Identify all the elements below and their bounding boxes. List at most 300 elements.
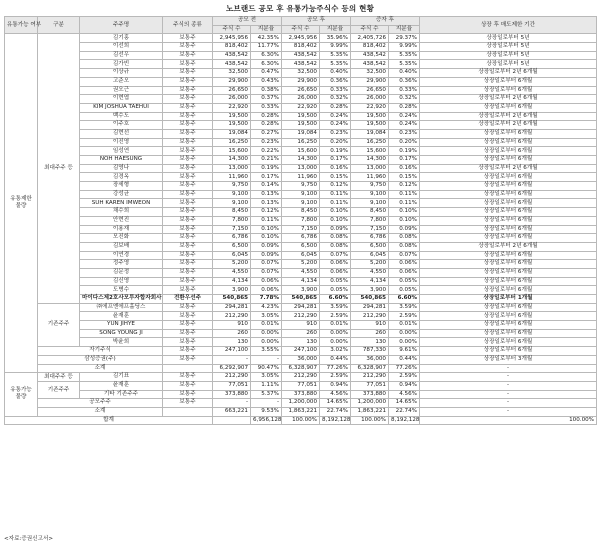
- stock-type: 보통주: [163, 260, 213, 269]
- ratio-after-increase: 6.60%: [389, 295, 420, 304]
- ratio-after-ipo: 0.33%: [320, 86, 351, 95]
- stock-type: 보통주: [163, 199, 213, 208]
- ratio-before: 0.22%: [251, 147, 282, 156]
- holder-name: 김기표: [80, 373, 163, 382]
- lockup-period: 상장일로부터 6개월: [420, 268, 597, 277]
- shares-after-ipo: 260: [282, 329, 320, 338]
- ratio-before: 6.30%: [251, 60, 282, 69]
- table-row: [5, 121, 597, 130]
- lockup-period: 상장일로부터 5년: [420, 51, 597, 60]
- header-lockup: 유통가능 여부: [5, 17, 38, 34]
- ratio-before: 0.09%: [251, 242, 282, 251]
- shares-before: 910: [213, 321, 251, 330]
- shares-after-ipo: 438,542: [282, 60, 320, 69]
- stock-type: [163, 364, 213, 373]
- ratio-before: 0.00%: [251, 338, 282, 347]
- ratio-before: 0.13%: [251, 190, 282, 199]
- table-row: [5, 295, 597, 304]
- ratio-before: 0.09%: [251, 251, 282, 260]
- table-row: [5, 51, 597, 60]
- ratio-after-ipo: 0.08%: [320, 234, 351, 243]
- shares-after-increase: 7,150: [351, 225, 389, 234]
- table-row: [5, 182, 597, 191]
- ratio-after-increase: 0.09%: [389, 225, 420, 234]
- shares-after-ipo: 1,200,000: [282, 399, 320, 408]
- ratio-after-ipo: 5.35%: [320, 51, 351, 60]
- holder-name: 김기홍: [80, 34, 163, 43]
- ratio-after-increase: 0.01%: [389, 321, 420, 330]
- lockup-period: 상장일로부터 6개월: [420, 338, 597, 347]
- ratio-after-ipo: 0.05%: [320, 277, 351, 286]
- ratio-before: 3.05%: [251, 312, 282, 321]
- table-row: [5, 390, 597, 399]
- ratio-before: 0.27%: [251, 129, 282, 138]
- ratio-after-increase: 0.11%: [389, 199, 420, 208]
- holder-name: SUH KAREN IMWEON: [80, 199, 163, 208]
- page-title: 노브랜드 공모 후 유통가능주식수 등의 현황: [225, 4, 375, 13]
- header-shares: 주식 수: [351, 25, 389, 34]
- table-row: [5, 129, 597, 138]
- table-row: [5, 277, 597, 286]
- holder-name: 김영나: [80, 164, 163, 173]
- ratio-after-ipo: 22.74%: [320, 407, 351, 416]
- ratio-after-increase: 0.00%: [389, 329, 420, 338]
- source-note: <자료:증권신고서>: [4, 536, 54, 542]
- shares-after-increase: 8,192,128: [389, 416, 420, 425]
- ratio-after-ipo: 3.02%: [320, 347, 351, 356]
- shares-before: 438,542: [213, 60, 251, 69]
- ratio-after-ipo: 0.00%: [320, 329, 351, 338]
- stock-type: 보통주: [163, 216, 213, 225]
- ratio-after-increase: 0.20%: [389, 138, 420, 147]
- ratio-after-increase: 0.05%: [389, 286, 420, 295]
- ratio-after-increase: 9.61%: [389, 347, 420, 356]
- header-ratio: 지분율: [320, 25, 351, 34]
- shares-after-increase: 19,500: [351, 112, 389, 121]
- shares-after-increase: 36,000: [351, 355, 389, 364]
- ratio-after-increase: 3.59%: [389, 303, 420, 312]
- table-row: [5, 251, 597, 260]
- row-label: 소계: [38, 407, 163, 416]
- shares-after-ipo: 4,550: [282, 268, 320, 277]
- stock-type: 보통주: [163, 234, 213, 243]
- shares-after-increase: 212,290: [351, 312, 389, 321]
- holder-name: 임성연: [80, 147, 163, 156]
- table-row: [5, 95, 597, 104]
- header-category: 구분: [38, 17, 80, 34]
- lockup-period: 상장일로부터 6개월: [420, 277, 597, 286]
- ratio-before: 1.11%: [251, 381, 282, 390]
- shares-after-ipo: 29,900: [282, 77, 320, 86]
- ratio-after-ipo: 0.12%: [320, 182, 351, 191]
- shares-before: 2,945,956: [213, 34, 251, 43]
- header-after-increase: 증자 후: [351, 17, 420, 26]
- lockup-period: 상장일로부터 5년: [420, 34, 597, 43]
- ratio-before: 0.10%: [251, 234, 282, 243]
- ratio-after-increase: 22.74%: [389, 407, 420, 416]
- stock-type: [163, 407, 213, 416]
- ratio-before: 6.30%: [251, 51, 282, 60]
- ratio-before: 0.33%: [251, 103, 282, 112]
- ratio-after-ipo: 0.40%: [320, 69, 351, 78]
- shares-before: 19,500: [213, 112, 251, 121]
- ratio-after-ipo: 0.16%: [320, 164, 351, 173]
- ratio-after-ipo: 0.24%: [320, 121, 351, 130]
- lockup-period: 상장일로부터 6개월: [420, 156, 597, 165]
- ratio-after-increase: 0.44%: [389, 355, 420, 364]
- shares-after-increase: 9,750: [351, 182, 389, 191]
- shares-before: 7,150: [213, 225, 251, 234]
- shares-after-ipo: 910: [282, 321, 320, 330]
- stock-type: 보통주: [163, 69, 213, 78]
- shares-after-ipo: 19,500: [282, 112, 320, 121]
- stock-type: 보통주: [163, 338, 213, 347]
- ratio-before: 5.37%: [251, 390, 282, 399]
- category-existing: 기존주주: [38, 381, 80, 398]
- lockup-period: 상장일로부터 6개월: [420, 208, 597, 217]
- table-row: [5, 381, 597, 390]
- ratio-after-ipo: 0.36%: [320, 77, 351, 86]
- table-row: [5, 156, 597, 165]
- shares-after-increase: 540,865: [351, 295, 389, 304]
- ratio-after-increase: 0.28%: [389, 103, 420, 112]
- stock-type: 보통주: [163, 225, 213, 234]
- ratio-after-ipo: 6.60%: [320, 295, 351, 304]
- shares-after-ipo: 130: [282, 338, 320, 347]
- ratio-before: 4.23%: [251, 303, 282, 312]
- table-row: [5, 164, 597, 173]
- shares-after-increase: 6,328,907: [351, 364, 389, 373]
- shares-before: 438,542: [213, 51, 251, 60]
- ratio-before: 0.01%: [251, 321, 282, 330]
- stock-type: 보통주: [163, 173, 213, 182]
- shares-after-ipo: 15,600: [282, 147, 320, 156]
- shares-after-increase: 19,084: [351, 129, 389, 138]
- holder-name: 장세형: [80, 182, 163, 191]
- ratio-after-ipo: 0.11%: [320, 190, 351, 199]
- stock-type: 보통주: [163, 77, 213, 86]
- ratio-after-increase: 0.36%: [389, 77, 420, 86]
- ratio-after-increase: 2.59%: [389, 373, 420, 382]
- ratio-after-ipo: 77.26%: [320, 364, 351, 373]
- lockup-period: 상장일로부터 6개월: [420, 86, 597, 95]
- ratio-after-ipo: 2.59%: [320, 312, 351, 321]
- table-row: [5, 216, 597, 225]
- lockup-period: 상장일로부터 6개월: [420, 251, 597, 260]
- stock-type: 보통주: [163, 182, 213, 191]
- ratio-before: 0.00%: [251, 329, 282, 338]
- shares-before: 260: [213, 329, 251, 338]
- ratio-after-ipo: 0.11%: [320, 199, 351, 208]
- table-row: [5, 338, 597, 347]
- holder-name: 권오근: [80, 86, 163, 95]
- header-shares: 주식 수: [213, 25, 251, 34]
- lockup-period: 상장일로부터 2년 6개월: [420, 242, 597, 251]
- shares-before: 212,290: [213, 312, 251, 321]
- shares-before: 4,134: [213, 277, 251, 286]
- lockup-period: -: [420, 373, 597, 382]
- stock-type: 보통주: [163, 103, 213, 112]
- shares-after-ipo: 5,200: [282, 260, 320, 269]
- ratio-before: 0.21%: [251, 156, 282, 165]
- lockup-period: 상장일로부터 6개월: [420, 129, 597, 138]
- table-row: [5, 321, 597, 330]
- shares-before: 13,000: [213, 164, 251, 173]
- lockup-period: 상장일로부터 2년 6개월: [420, 69, 597, 78]
- shares-after-increase: 1,200,000: [351, 399, 389, 408]
- lockup-period: 상장일로부터 6개월: [420, 147, 597, 156]
- shares-after-ipo: 9,750: [282, 182, 320, 191]
- shares-before: 19,084: [213, 129, 251, 138]
- shares-after-increase: 6,045: [351, 251, 389, 260]
- stock-type: 보통주: [163, 321, 213, 330]
- lockup-period: 상장일로부터 6개월: [420, 103, 597, 112]
- holder-name: 김문정: [80, 268, 163, 277]
- shares-after-ipo: 6,786: [282, 234, 320, 243]
- stock-type: 보통주: [163, 277, 213, 286]
- ratio-after-ipo: 0.08%: [320, 242, 351, 251]
- lockup-period: 상장일로부터 6개월: [420, 182, 597, 191]
- ratio-before: 0.23%: [251, 138, 282, 147]
- ratio-after-increase: 0.32%: [389, 95, 420, 104]
- shares-after-ipo: 32,500: [282, 69, 320, 78]
- ratio-after-increase: 4.56%: [389, 390, 420, 399]
- table-row: [5, 138, 597, 147]
- table-row: [5, 303, 597, 312]
- shares-after-increase: 13,000: [351, 164, 389, 173]
- ratio-after-increase: 0.15%: [389, 173, 420, 182]
- shares-after-ipo: 14,300: [282, 156, 320, 165]
- lockup-period: 상장일로부터 6개월: [420, 173, 597, 182]
- ratio-before: 0.06%: [251, 277, 282, 286]
- group-restricted: 유통제한 물량: [5, 34, 38, 373]
- shares-after-increase: 22,920: [351, 103, 389, 112]
- table-row: [5, 199, 597, 208]
- shares-before: 130: [213, 338, 251, 347]
- ratio-after-increase: 0.11%: [389, 190, 420, 199]
- lockup-period: 상장일로부터 6개월: [420, 216, 597, 225]
- ratio-before: 0.14%: [251, 182, 282, 191]
- shares-before: 6,045: [213, 251, 251, 260]
- lockup-period: 상장일로부터 6개월: [420, 329, 597, 338]
- table-row: [5, 286, 597, 295]
- holder-name: 안현진: [80, 216, 163, 225]
- holder-name: 정주영: [80, 260, 163, 269]
- ratio-after-ipo: 9.99%: [320, 43, 351, 52]
- ratio-before: 0.19%: [251, 164, 282, 173]
- ratio-after-increase: 0.10%: [389, 208, 420, 217]
- header-shares: 주식 수: [282, 25, 320, 34]
- ratio-after-increase: 100.00%: [420, 416, 597, 425]
- shares-before: 26,000: [213, 95, 251, 104]
- shares-before: 818,402: [213, 43, 251, 52]
- ratio-before: 0.06%: [251, 286, 282, 295]
- holder-name: 채수희: [80, 208, 163, 217]
- stock-type: 보통주: [163, 112, 213, 121]
- ratio-after-ipo: 2.59%: [320, 373, 351, 382]
- table-row: [5, 147, 597, 156]
- ratio-after-ipo: 0.32%: [320, 95, 351, 104]
- lockup-period: 상장일로부터 1개월: [420, 295, 597, 304]
- stock-type: 보통주: [163, 138, 213, 147]
- table-row: [5, 260, 597, 269]
- shares-after-increase: 438,542: [351, 60, 389, 69]
- holder-name: 고준오: [80, 77, 163, 86]
- ratio-after-increase: 2.59%: [389, 312, 420, 321]
- shares-before: 247,100: [213, 347, 251, 356]
- lockup-period: 상장일로부터 6개월: [420, 199, 597, 208]
- ratio-before: 3.05%: [251, 373, 282, 382]
- shares-after-ipo: 3,900: [282, 286, 320, 295]
- shares-after-ipo: 818,402: [282, 43, 320, 52]
- table-row: [5, 225, 597, 234]
- table-row: [5, 34, 597, 43]
- holder-name: ㈜에프엔에프홀딩스: [80, 303, 163, 312]
- header-after-ipo: 공모 후: [282, 17, 351, 26]
- shares-before: 663,221: [213, 407, 251, 416]
- ratio-after-increase: 0.05%: [389, 277, 420, 286]
- shares-before: 6,956,128: [251, 416, 282, 425]
- ratio-after-ipo: 0.24%: [320, 112, 351, 121]
- table-row: [5, 373, 597, 382]
- lockup-period: 상장일로부터 5년: [420, 60, 597, 69]
- shares-before: 22,920: [213, 103, 251, 112]
- shares-before: 16,250: [213, 138, 251, 147]
- ratio-after-increase: 0.06%: [389, 268, 420, 277]
- shares-after-ipo: 6,500: [282, 242, 320, 251]
- shares-after-ipo: 26,000: [282, 95, 320, 104]
- ratio-after-increase: 77.26%: [389, 364, 420, 373]
- row-label: 공모주주: [38, 399, 163, 408]
- ratio-before: 11.77%: [251, 43, 282, 52]
- shares-after-increase: 5,200: [351, 260, 389, 269]
- lockup-period: -: [420, 381, 597, 390]
- ratio-before: 42.35%: [251, 34, 282, 43]
- holder-name: 기타 기존주주: [80, 390, 163, 399]
- shares-after-increase: 4,550: [351, 268, 389, 277]
- stock-type: 보통주: [163, 164, 213, 173]
- ratio-before: 0.07%: [251, 260, 282, 269]
- ratio-after-ipo: 0.94%: [320, 381, 351, 390]
- shares-before: 6,786: [213, 234, 251, 243]
- table-row: [5, 173, 597, 182]
- shares-before: 9,100: [213, 199, 251, 208]
- shares-after-ipo: 6,045: [282, 251, 320, 260]
- holder-name: 윤재훈: [80, 312, 163, 321]
- table-row: [5, 208, 597, 217]
- shares-after-ipo: 9,100: [282, 190, 320, 199]
- lockup-period: -: [420, 407, 597, 416]
- ratio-after-increase: 0.94%: [389, 381, 420, 390]
- ratio-before: 9.53%: [251, 407, 282, 416]
- ratio-after-increase: 0.00%: [389, 338, 420, 347]
- ratio-after-ipo: 5.35%: [320, 60, 351, 69]
- ratio-after-increase: 0.40%: [389, 69, 420, 78]
- ratio-after-increase: 9.99%: [389, 43, 420, 52]
- holder-name: 이용재: [80, 225, 163, 234]
- stock-type: 보통주: [163, 329, 213, 338]
- ratio-before: 100.00%: [282, 416, 320, 425]
- stock-type: 보통주: [163, 242, 213, 251]
- table-row: [5, 347, 597, 356]
- shares-after-increase: 438,542: [351, 51, 389, 60]
- shares-before: 15,600: [213, 147, 251, 156]
- holder-name: NOH HAESUNG: [80, 156, 163, 165]
- holder-name: 이연경: [80, 251, 163, 260]
- table-row: [5, 43, 597, 52]
- shares-after-ipo: 540,865: [282, 295, 320, 304]
- ratio-after-increase: 0.07%: [389, 251, 420, 260]
- shares-after-ipo: 8,192,128: [320, 416, 351, 425]
- ratio-after-ipo: 0.01%: [320, 321, 351, 330]
- shares-after-increase: 3,900: [351, 286, 389, 295]
- ratio-after-increase: 5.35%: [389, 51, 420, 60]
- stock-type: 보통주: [163, 390, 213, 399]
- holder-name: 김경옥: [80, 173, 163, 182]
- header-restriction: 상장 후 매도제한 기간: [420, 17, 597, 34]
- shares-after-ipo: 9,100: [282, 199, 320, 208]
- shares-before: 29,900: [213, 77, 251, 86]
- table-row: [5, 407, 597, 416]
- ratio-after-ipo: 0.10%: [320, 208, 351, 217]
- ratio-after-ipo: 0.28%: [320, 103, 351, 112]
- ratio-after-ipo: 0.07%: [320, 251, 351, 260]
- shares-before: 6,500: [213, 242, 251, 251]
- ratio-after-ipo: 0.44%: [320, 355, 351, 364]
- holder-name: 김선우: [80, 51, 163, 60]
- lockup-period: -: [420, 390, 597, 399]
- lockup-period: 상장일로부터 2년 6개월: [420, 112, 597, 121]
- holder-name: 이주호: [80, 121, 163, 130]
- category-existing: 기존주주: [38, 303, 80, 346]
- ratio-before: -: [251, 355, 282, 364]
- table-row: [5, 312, 597, 321]
- header-ratio: 지분율: [389, 25, 420, 34]
- ratio-before: 0.17%: [251, 173, 282, 182]
- shares-before: 540,865: [213, 295, 251, 304]
- ratio-after-ipo: 0.23%: [320, 129, 351, 138]
- ratio-after-increase: 0.08%: [389, 234, 420, 243]
- table-row: [5, 60, 597, 69]
- table-body: [5, 34, 597, 425]
- holder-name: 김보배: [80, 242, 163, 251]
- header-before: 공모 전: [213, 17, 282, 26]
- header-ratio: 지분율: [251, 25, 282, 34]
- table-row: [5, 355, 597, 364]
- shares-after-increase: 373,880: [351, 390, 389, 399]
- lockup-period: 상장일로부터 6개월: [420, 286, 597, 295]
- ratio-after-ipo: 0.20%: [320, 138, 351, 147]
- row-label: 소계: [38, 364, 163, 373]
- holder-name: SONG YOUNG JI: [80, 329, 163, 338]
- lockup-period: 상장일로부터 2년 6개월: [420, 121, 597, 130]
- shares-after-ipo: 22,920: [282, 103, 320, 112]
- ratio-after-increase: 0.16%: [389, 164, 420, 173]
- shares-after-increase: 6,500: [351, 242, 389, 251]
- shares-after-increase: 11,960: [351, 173, 389, 182]
- stock-type: 보통주: [163, 303, 213, 312]
- stock-type: 보통주: [163, 251, 213, 260]
- ratio-after-ipo: 0.09%: [320, 225, 351, 234]
- ratio-after-ipo: 100.00%: [351, 416, 389, 425]
- lockup-period: 상장일로부터 6개월: [420, 138, 597, 147]
- table-row: [5, 399, 597, 408]
- ratio-after-increase: 0.19%: [389, 147, 420, 156]
- lockup-period: 상장일로부터 6개월: [420, 347, 597, 356]
- lockup-period: 상장일로부터 2년 6개월: [420, 164, 597, 173]
- row-label: 자기주식: [38, 347, 163, 356]
- stock-type: 보통주: [163, 268, 213, 277]
